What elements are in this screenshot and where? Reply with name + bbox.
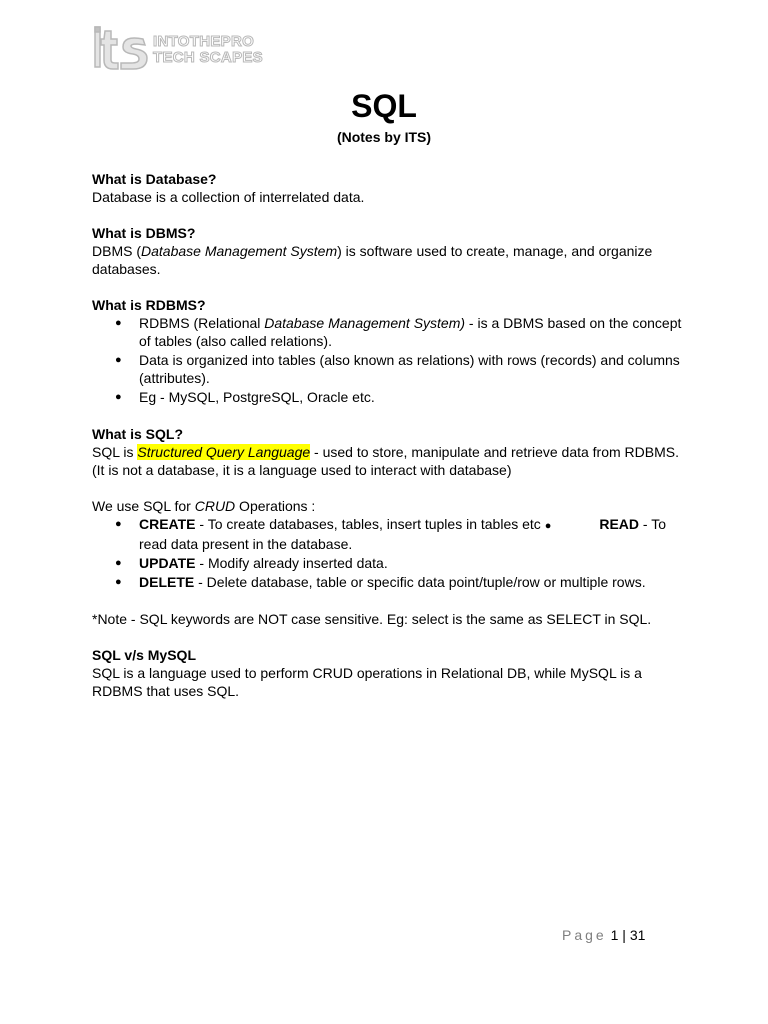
heading-dbms: What is DBMS? bbox=[92, 225, 196, 241]
company-logo bbox=[93, 25, 263, 71]
paragraph-sql: SQL is Structured Query Language - used to store, manipulate and retrieve data from RDBMS. bbox=[92, 444, 680, 460]
list-item-delete: ● DELETE - Delete database, table or specific data point/tuple/row or multiple rows. bbox=[139, 573, 682, 591]
paragraph-sql-note: (It is not a database, it is a language used to interact with database) bbox=[92, 462, 512, 478]
paragraph-note: *Note - SQL keywords are NOT case sensitive. Eg: select is the same as SELECT in SQL. bbox=[92, 611, 652, 627]
page-title: SQL bbox=[351, 88, 417, 124]
logo-line-1: INTOTHEPRO bbox=[153, 33, 255, 50]
page-separator: | bbox=[618, 927, 630, 943]
heading-database: What is Database? bbox=[92, 171, 217, 187]
list-item: ● RDBMS (Relational Database Management System) - is a DBMS based on the concept of tables (also called relations). bbox=[139, 314, 682, 350]
page-number: 1 bbox=[610, 927, 619, 943]
page-label: Page bbox=[562, 927, 607, 943]
paragraph-database: Database is a collection of interrelated data. bbox=[92, 189, 365, 205]
paragraph-sql-vs-mysql: SQL is a language used to perform CRUD operations in Relational DB, while MySQL is a RDBMS that uses SQL. bbox=[92, 665, 642, 699]
rdbms-list bbox=[92, 314, 682, 406]
document-body bbox=[92, 170, 682, 700]
list-item: ● Data is organized into tables (also known as relations) with rows (records) and columns (attributes). bbox=[139, 351, 682, 387]
page-total: 31 bbox=[629, 927, 646, 943]
list-item: ● Eg - MySQL, PostgreSQL, Oracle etc. bbox=[139, 388, 682, 406]
heading-sql-vs-mysql: SQL v/s MySQL bbox=[92, 647, 196, 663]
heading-rdbms: What is RDBMS? bbox=[92, 297, 206, 313]
paragraph-crud-intro: We use SQL for CRUD Operations : bbox=[92, 498, 316, 514]
list-item-create-read: ● CREATE - To create databases, tables, insert tuples in tables etc ● READ - To read data present in the database. bbox=[139, 515, 682, 553]
list-item-update: ● UPDATE - Modify already inserted data. bbox=[139, 554, 682, 572]
heading-sql: What is SQL? bbox=[92, 426, 183, 442]
its-logo-mark bbox=[93, 25, 151, 71]
paragraph-dbms: DBMS (Database Management System) is software used to create, manage, and organize databases. bbox=[92, 243, 653, 277]
page-footer bbox=[562, 926, 645, 944]
page-subtitle: (Notes by ITS) bbox=[336, 129, 432, 145]
highlighted-term: Structured Query Language bbox=[137, 444, 311, 460]
logo-line-2: TECH SCAPES bbox=[153, 49, 263, 66]
logo-wordmark bbox=[153, 34, 263, 66]
crud-list bbox=[92, 515, 682, 591]
